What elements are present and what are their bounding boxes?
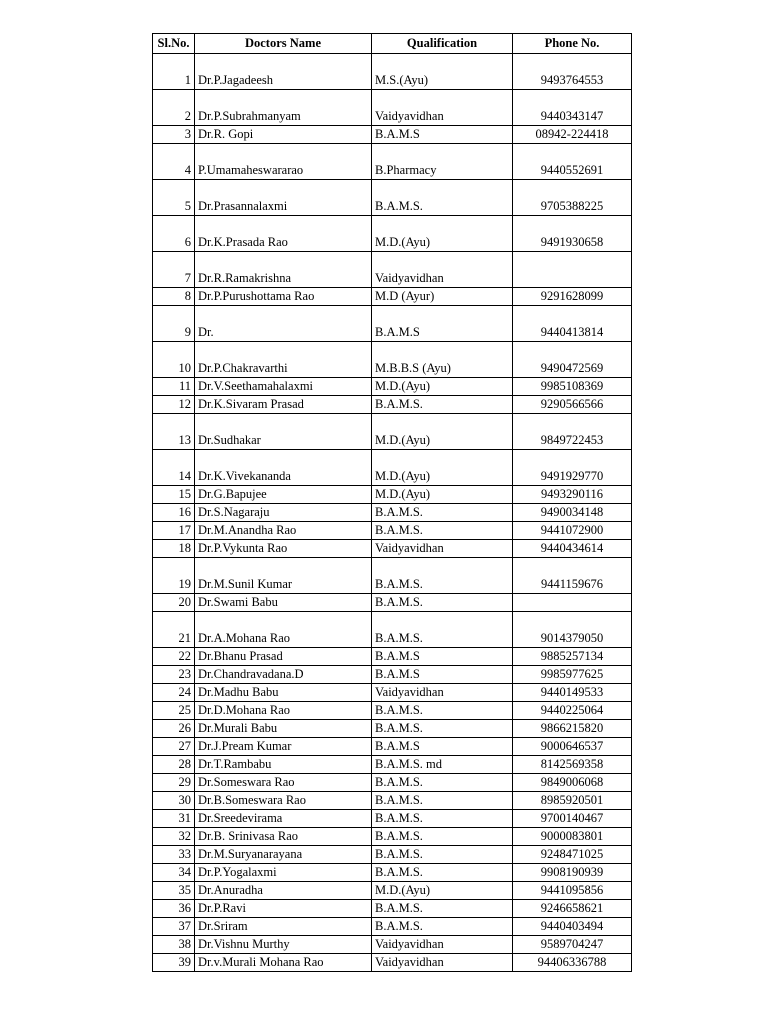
phone-number-cell: 9493764553 bbox=[513, 54, 632, 90]
doctor-name-cell: Dr.B.Someswara Rao bbox=[195, 792, 372, 810]
sl-no-cell: 23 bbox=[153, 666, 195, 684]
table-row bbox=[153, 954, 632, 972]
sl-no-cell: 36 bbox=[153, 900, 195, 918]
sl-no-cell: 26 bbox=[153, 720, 195, 738]
doctor-name-cell: Dr.P.Jagadeesh bbox=[195, 54, 372, 90]
phone-number-cell: 9440552691 bbox=[513, 144, 632, 180]
table-row bbox=[153, 414, 632, 450]
table-row bbox=[153, 810, 632, 828]
sl-no-cell: 29 bbox=[153, 774, 195, 792]
doctor-name-cell: Dr.V.Seethamahalaxmi bbox=[195, 378, 372, 396]
phone-number-cell bbox=[513, 594, 632, 612]
qualification-cell: M.B.B.S (Ayu) bbox=[372, 342, 513, 378]
qualification-cell: B.A.M.S. bbox=[372, 558, 513, 594]
table-row bbox=[153, 288, 632, 306]
doctor-name-cell: Dr.J.Pream Kumar bbox=[195, 738, 372, 756]
phone-number-cell: 9705388225 bbox=[513, 180, 632, 216]
qualification-cell: B.A.M.S. md bbox=[372, 756, 513, 774]
table-row bbox=[153, 828, 632, 846]
doctor-name-cell: Dr.R.Ramakrishna bbox=[195, 252, 372, 288]
qualification-cell: B.A.M.S. bbox=[372, 702, 513, 720]
qualification-cell: Vaidyavidhan bbox=[372, 252, 513, 288]
phone-number-cell: 9000083801 bbox=[513, 828, 632, 846]
header-qualification: Qualification bbox=[372, 34, 513, 54]
qualification-cell: Vaidyavidhan bbox=[372, 90, 513, 126]
doctor-name-cell: Dr.v.Murali Mohana Rao bbox=[195, 954, 372, 972]
qualification-cell: M.S.(Ayu) bbox=[372, 54, 513, 90]
phone-number-cell: 9589704247 bbox=[513, 936, 632, 954]
qualification-cell: B.A.M.S. bbox=[372, 720, 513, 738]
header-sl-no: Sl.No. bbox=[153, 34, 195, 54]
table-row bbox=[153, 612, 632, 648]
qualification-cell: Vaidyavidhan bbox=[372, 936, 513, 954]
doctor-name-cell: Dr.Chandravadana.D bbox=[195, 666, 372, 684]
doctor-name-cell: Dr.D.Mohana Rao bbox=[195, 702, 372, 720]
sl-no-cell: 10 bbox=[153, 342, 195, 378]
sl-no-cell: 7 bbox=[153, 252, 195, 288]
phone-number-cell: 9248471025 bbox=[513, 846, 632, 864]
table-row bbox=[153, 846, 632, 864]
table-row bbox=[153, 396, 632, 414]
phone-number-cell: 8142569358 bbox=[513, 756, 632, 774]
table-row bbox=[153, 54, 632, 90]
sl-no-cell: 5 bbox=[153, 180, 195, 216]
sl-no-cell: 16 bbox=[153, 504, 195, 522]
doctor-name-cell: P.Umamaheswararao bbox=[195, 144, 372, 180]
table-header bbox=[153, 34, 632, 54]
phone-number-cell: 9440149533 bbox=[513, 684, 632, 702]
table-row bbox=[153, 648, 632, 666]
qualification-cell: M.D.(Ayu) bbox=[372, 216, 513, 252]
qualification-cell: B.A.M.S. bbox=[372, 504, 513, 522]
qualification-cell: B.A.M.S. bbox=[372, 900, 513, 918]
table-row bbox=[153, 216, 632, 252]
doctor-name-cell: Dr.A.Mohana Rao bbox=[195, 612, 372, 648]
sl-no-cell: 9 bbox=[153, 306, 195, 342]
header-row bbox=[153, 34, 632, 54]
doctor-name-cell: Dr.K.Prasada Rao bbox=[195, 216, 372, 252]
doctor-name-cell: Dr.Bhanu Prasad bbox=[195, 648, 372, 666]
doctor-name-cell: Dr.S.Nagaraju bbox=[195, 504, 372, 522]
table-row bbox=[153, 792, 632, 810]
qualification-cell: M.D.(Ayu) bbox=[372, 378, 513, 396]
phone-number-cell: 9441095856 bbox=[513, 882, 632, 900]
table-row bbox=[153, 702, 632, 720]
qualification-cell: B.A.M.S bbox=[372, 738, 513, 756]
sl-no-cell: 11 bbox=[153, 378, 195, 396]
phone-number-cell: 9849722453 bbox=[513, 414, 632, 450]
table-row bbox=[153, 666, 632, 684]
doctor-name-cell: Dr.Anuradha bbox=[195, 882, 372, 900]
doctor-name-cell: Dr.M.Suryanarayana bbox=[195, 846, 372, 864]
phone-number-cell: 9246658621 bbox=[513, 900, 632, 918]
doctor-name-cell: Dr.K.Vivekananda bbox=[195, 450, 372, 486]
phone-number-cell: 9866215820 bbox=[513, 720, 632, 738]
table-row bbox=[153, 450, 632, 486]
sl-no-cell: 3 bbox=[153, 126, 195, 144]
phone-number-cell: 9490472569 bbox=[513, 342, 632, 378]
phone-number-cell: 9441072900 bbox=[513, 522, 632, 540]
table-row bbox=[153, 486, 632, 504]
doctor-name-cell: Dr.P.Purushottama Rao bbox=[195, 288, 372, 306]
table-row bbox=[153, 504, 632, 522]
qualification-cell: M.D.(Ayu) bbox=[372, 414, 513, 450]
doctor-name-cell: Dr.P.Chakravarthi bbox=[195, 342, 372, 378]
qualification-cell: B.A.M.S. bbox=[372, 792, 513, 810]
header-phone-no: Phone No. bbox=[513, 34, 632, 54]
sl-no-cell: 1 bbox=[153, 54, 195, 90]
doctor-name-cell: Dr.Vishnu Murthy bbox=[195, 936, 372, 954]
doctor-name-cell: Dr.Madhu Babu bbox=[195, 684, 372, 702]
phone-number-cell: 9440434614 bbox=[513, 540, 632, 558]
qualification-cell: B.A.M.S. bbox=[372, 594, 513, 612]
doctor-name-cell: Dr.P.Vykunta Rao bbox=[195, 540, 372, 558]
sl-no-cell: 15 bbox=[153, 486, 195, 504]
qualification-cell: B.A.M.S. bbox=[372, 846, 513, 864]
phone-number-cell: 9290566566 bbox=[513, 396, 632, 414]
table-row bbox=[153, 594, 632, 612]
phone-number-cell: 9440403494 bbox=[513, 918, 632, 936]
doctor-name-cell: Dr.M.Sunil Kumar bbox=[195, 558, 372, 594]
table-body bbox=[153, 54, 632, 972]
phone-number-cell: 9885257134 bbox=[513, 648, 632, 666]
phone-number-cell: 94406336788 bbox=[513, 954, 632, 972]
sl-no-cell: 19 bbox=[153, 558, 195, 594]
sl-no-cell: 17 bbox=[153, 522, 195, 540]
doctor-name-cell: Dr.Someswara Rao bbox=[195, 774, 372, 792]
phone-number-cell: 9849006068 bbox=[513, 774, 632, 792]
qualification-cell: B.A.M.S. bbox=[372, 828, 513, 846]
sl-no-cell: 20 bbox=[153, 594, 195, 612]
table-row bbox=[153, 90, 632, 126]
sl-no-cell: 35 bbox=[153, 882, 195, 900]
qualification-cell: B.A.M.S. bbox=[372, 612, 513, 648]
header-doctors-name: Doctors Name bbox=[195, 34, 372, 54]
doctor-name-cell: Dr.Murali Babu bbox=[195, 720, 372, 738]
qualification-cell: B.A.M.S. bbox=[372, 774, 513, 792]
phone-number-cell: 9000646537 bbox=[513, 738, 632, 756]
phone-number-cell: 9490034148 bbox=[513, 504, 632, 522]
phone-number-cell: 9440413814 bbox=[513, 306, 632, 342]
phone-number-cell: 9441159676 bbox=[513, 558, 632, 594]
doctor-name-cell: Dr.Prasannalaxmi bbox=[195, 180, 372, 216]
doctor-name-cell: Dr.T.Rambabu bbox=[195, 756, 372, 774]
phone-number-cell: 9440225064 bbox=[513, 702, 632, 720]
qualification-cell: B.A.M.S bbox=[372, 648, 513, 666]
qualification-cell: B.Pharmacy bbox=[372, 144, 513, 180]
table-row bbox=[153, 774, 632, 792]
sl-no-cell: 8 bbox=[153, 288, 195, 306]
table-row bbox=[153, 126, 632, 144]
table-row bbox=[153, 558, 632, 594]
table-row bbox=[153, 918, 632, 936]
qualification-cell: B.A.M.S. bbox=[372, 864, 513, 882]
table-row bbox=[153, 180, 632, 216]
phone-number-cell: 9014379050 bbox=[513, 612, 632, 648]
table-row bbox=[153, 306, 632, 342]
qualification-cell: B.A.M.S bbox=[372, 666, 513, 684]
sl-no-cell: 6 bbox=[153, 216, 195, 252]
doctor-name-cell: Dr. bbox=[195, 306, 372, 342]
qualification-cell: B.A.M.S bbox=[372, 126, 513, 144]
qualification-cell: B.A.M.S. bbox=[372, 396, 513, 414]
doctor-name-cell: Dr.Swami Babu bbox=[195, 594, 372, 612]
table-row bbox=[153, 936, 632, 954]
doctor-name-cell: Dr.B. Srinivasa Rao bbox=[195, 828, 372, 846]
qualification-cell: B.A.M.S. bbox=[372, 522, 513, 540]
phone-number-cell: 9908190939 bbox=[513, 864, 632, 882]
sl-no-cell: 13 bbox=[153, 414, 195, 450]
table-row bbox=[153, 756, 632, 774]
qualification-cell: Vaidyavidhan bbox=[372, 540, 513, 558]
doctor-name-cell: Dr.G.Bapujee bbox=[195, 486, 372, 504]
doctor-name-cell: Dr.Sreedevirama bbox=[195, 810, 372, 828]
table-row bbox=[153, 252, 632, 288]
phone-number-cell: 9700140467 bbox=[513, 810, 632, 828]
phone-number-cell: 9491930658 bbox=[513, 216, 632, 252]
qualification-cell: Vaidyavidhan bbox=[372, 954, 513, 972]
sl-no-cell: 4 bbox=[153, 144, 195, 180]
sl-no-cell: 25 bbox=[153, 702, 195, 720]
doctor-name-cell: Dr.P.Ravi bbox=[195, 900, 372, 918]
sl-no-cell: 34 bbox=[153, 864, 195, 882]
sl-no-cell: 21 bbox=[153, 612, 195, 648]
phone-number-cell: 9985108369 bbox=[513, 378, 632, 396]
phone-number-cell: 9491929770 bbox=[513, 450, 632, 486]
doctor-name-cell: Dr.K.Sivaram Prasad bbox=[195, 396, 372, 414]
table-row bbox=[153, 684, 632, 702]
sl-no-cell: 33 bbox=[153, 846, 195, 864]
table-row bbox=[153, 864, 632, 882]
qualification-cell: B.A.M.S. bbox=[372, 810, 513, 828]
sl-no-cell: 30 bbox=[153, 792, 195, 810]
phone-number-cell: 8985920501 bbox=[513, 792, 632, 810]
sl-no-cell: 38 bbox=[153, 936, 195, 954]
sl-no-cell: 24 bbox=[153, 684, 195, 702]
table-row bbox=[153, 738, 632, 756]
qualification-cell: M.D.(Ayu) bbox=[372, 450, 513, 486]
doctors-table bbox=[152, 33, 632, 972]
table-row bbox=[153, 540, 632, 558]
table-row bbox=[153, 378, 632, 396]
phone-number-cell: 9440343147 bbox=[513, 90, 632, 126]
phone-number-cell: 9291628099 bbox=[513, 288, 632, 306]
doctor-name-cell: Dr.Sudhakar bbox=[195, 414, 372, 450]
sl-no-cell: 14 bbox=[153, 450, 195, 486]
qualification-cell: M.D.(Ayu) bbox=[372, 486, 513, 504]
qualification-cell: B.A.M.S bbox=[372, 306, 513, 342]
sl-no-cell: 32 bbox=[153, 828, 195, 846]
sl-no-cell: 27 bbox=[153, 738, 195, 756]
phone-number-cell: 9493290116 bbox=[513, 486, 632, 504]
qualification-cell: Vaidyavidhan bbox=[372, 684, 513, 702]
table-row bbox=[153, 900, 632, 918]
phone-number-cell: 08942-224418 bbox=[513, 126, 632, 144]
qualification-cell: M.D (Ayur) bbox=[372, 288, 513, 306]
sl-no-cell: 37 bbox=[153, 918, 195, 936]
phone-number-cell bbox=[513, 252, 632, 288]
doctor-name-cell: Dr.P.Yogalaxmi bbox=[195, 864, 372, 882]
doctor-name-cell: Dr.P.Subrahmanyam bbox=[195, 90, 372, 126]
table-row bbox=[153, 144, 632, 180]
table-row bbox=[153, 882, 632, 900]
table-row bbox=[153, 342, 632, 378]
sl-no-cell: 31 bbox=[153, 810, 195, 828]
doctor-name-cell: Dr.M.Anandha Rao bbox=[195, 522, 372, 540]
qualification-cell: M.D.(Ayu) bbox=[372, 882, 513, 900]
table-row bbox=[153, 522, 632, 540]
qualification-cell: B.A.M.S. bbox=[372, 180, 513, 216]
sl-no-cell: 18 bbox=[153, 540, 195, 558]
sl-no-cell: 22 bbox=[153, 648, 195, 666]
sl-no-cell: 28 bbox=[153, 756, 195, 774]
doctor-name-cell: Dr.Sriram bbox=[195, 918, 372, 936]
phone-number-cell: 9985977625 bbox=[513, 666, 632, 684]
sl-no-cell: 39 bbox=[153, 954, 195, 972]
doctor-name-cell: Dr.R. Gopi bbox=[195, 126, 372, 144]
table-row bbox=[153, 720, 632, 738]
qualification-cell: B.A.M.S. bbox=[372, 918, 513, 936]
sl-no-cell: 12 bbox=[153, 396, 195, 414]
sl-no-cell: 2 bbox=[153, 90, 195, 126]
